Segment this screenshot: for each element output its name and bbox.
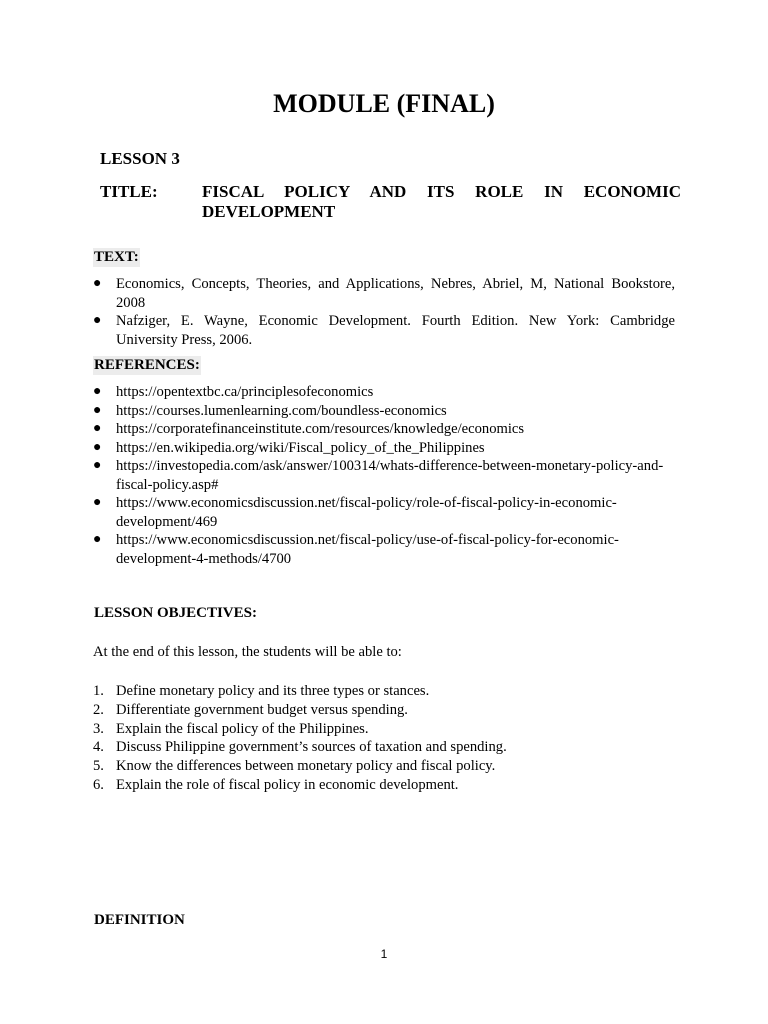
lesson-title-line-2: DEVELOPMENT xyxy=(202,202,336,221)
bullet-icon: ● xyxy=(93,402,102,418)
list-item: 5. Know the differences between monetary policy and fiscal policy. xyxy=(93,758,496,775)
bullet-icon: ● xyxy=(93,495,102,510)
list-item: 3. Explain the fiscal policy of the Philippines. xyxy=(93,720,369,737)
list-item: 4. Discuss Philippine government’s sources of taxation and spending. xyxy=(93,739,507,756)
reference-link[interactable]: ● https://en.wikipedia.org/wiki/Fiscal_policy_of_the_Philippines xyxy=(93,439,485,456)
objectives-intro: At the end of this lesson, the students will be able to: xyxy=(93,644,402,660)
bullet-icon: ● xyxy=(93,458,102,473)
lesson-number: LESSON 3 xyxy=(100,149,180,168)
references-heading: REFERENCES: xyxy=(94,357,200,373)
text-heading: TEXT: xyxy=(94,249,139,265)
reference-link[interactable]: ● https://opentextbc.ca/principlesofeconomics xyxy=(93,384,374,400)
title-label: TITLE: xyxy=(100,182,158,201)
list-item: ● Economics, Concepts, Theories, and Applications, Nebres, Abriel, M, National Bookstore, 2008 xyxy=(93,276,675,311)
list-item: 2. Differentiate government budget versus spending. xyxy=(93,701,408,718)
objectives-heading: LESSON OBJECTIVES: xyxy=(94,605,257,621)
bullet-icon: ● xyxy=(93,276,102,291)
lesson-title xyxy=(202,182,681,222)
list-item: 6. Explain the role of fiscal policy in economic development. xyxy=(93,776,459,793)
bullet-icon: ● xyxy=(93,532,102,547)
reference-link[interactable]: ● https://investopedia.com/ask/answer/100314/whats-difference-between-monetary-policy-and-fiscal-policy.asp# xyxy=(93,458,664,493)
page-number: 1 xyxy=(380,947,388,961)
objectives-list xyxy=(93,682,507,795)
bullet-icon: ● xyxy=(93,313,102,328)
lesson-title-line-1: FISCAL POLICY AND ITS ROLE IN ECONOMIC xyxy=(202,182,681,201)
reference-link[interactable]: ● https://corporatefinanceinstitute.com/resources/knowledge/economics xyxy=(93,421,525,437)
references-list xyxy=(93,383,675,568)
text-list xyxy=(93,275,675,349)
list-item: 1. Define monetary policy and its three types or stances. xyxy=(93,683,430,699)
module-title: MODULE (FINAL) xyxy=(273,89,495,118)
bullet-icon: ● xyxy=(93,421,102,436)
definition-heading: DEFINITION xyxy=(94,912,185,928)
list-item: ● Nafziger, E. Wayne, Economic Development. Fourth Edition. New York: Cambridge University Press, 2006. xyxy=(93,313,675,348)
bullet-icon: ● xyxy=(93,439,102,455)
reference-link[interactable]: ● https://www.economicsdiscussion.net/fiscal-policy/use-of-fiscal-policy-for-economic-development-4-methods/4700 xyxy=(93,532,619,567)
reference-link[interactable]: ● https://www.economicsdiscussion.net/fiscal-policy/role-of-fiscal-policy-in-economic-development/469 xyxy=(93,495,617,530)
reference-link[interactable]: ● https://courses.lumenlearning.com/boundless-economics xyxy=(93,402,447,419)
bullet-icon: ● xyxy=(93,384,102,399)
